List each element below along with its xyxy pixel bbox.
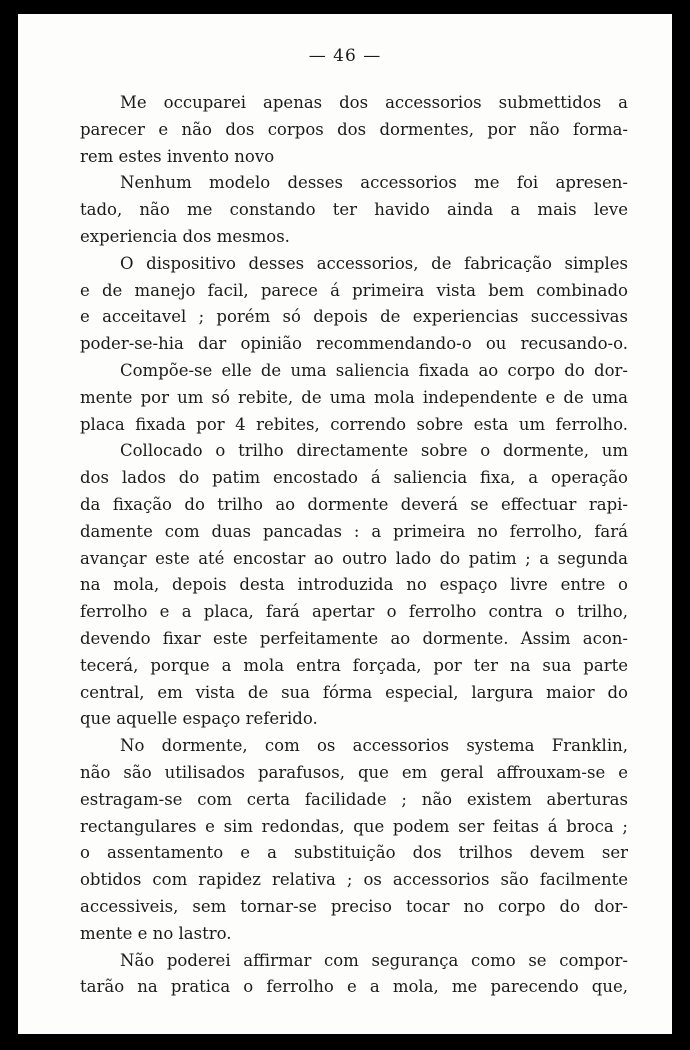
text-line: na mola, depois desta introduzida no espaço livre entre o <box>80 575 628 595</box>
text-line: ferrolho e a placa, fará apertar o ferrolho contra o trilho, <box>80 602 628 622</box>
text-line: damente com duas pancadas : a primeira no ferrolho, fará <box>80 521 628 541</box>
text-line: placa fixada por 4 rebites, correndo sobre esta um ferrolho. <box>80 414 628 434</box>
text-line: tado, não me constando ter havido ainda a mais leve <box>80 200 628 220</box>
page-number: — 46 — <box>308 46 382 66</box>
document-page <box>18 14 672 1034</box>
text-line: devendo fixar este perfeitamente ao dormente. Assim acon- <box>80 628 628 648</box>
text-line: da fixação do trilho ao dormente deverá se effectuar rapi- <box>80 494 628 514</box>
text-line: No dormente, com os accessorios systema Franklin, <box>120 736 628 756</box>
text-line: accessiveis, sem tornar-se preciso tocar no corpo do dor- <box>80 896 628 916</box>
text-line: rem estes invento novo <box>80 146 275 166</box>
text-line: dos lados do patim encostado á saliencia fixa, a operação <box>80 468 628 488</box>
text-line: rectangulares e sim redondas, que podem ser feitas á broca ; <box>80 816 628 836</box>
text-line: o assentamento e a substituição dos trilhos devem ser <box>80 843 628 863</box>
text-line: O dispositivo desses accessorios, de fabricação simples <box>120 253 628 273</box>
text-line: tarão na pratica o ferrolho e a mola, me parecendo que, <box>80 977 628 997</box>
text-line: Nenhum modelo desses accessorios me foi apresen- <box>120 173 628 193</box>
text-line: Me occuparei apenas dos accessorios submettidos a <box>120 93 628 112</box>
text-line: parecer e não dos corpos dos dormentes, por não forma- <box>80 119 628 139</box>
text-line: central, em vista de sua fórma especial, largura maior do <box>80 682 628 702</box>
body-text <box>80 90 628 1001</box>
text-line: Compõe-se elle de uma saliencia fixada ao corpo do dor- <box>120 360 628 380</box>
text-line: que aquelle espaço referido. <box>80 709 318 729</box>
text-line: mente por um só rebite, de uma mola independente e de uma <box>80 387 628 407</box>
text-line: poder-se-hia dar opinião recommendando-o ou recusando-o. <box>80 334 628 354</box>
text-line: obtidos com rapidez relativa ; os accessorios são facilmente <box>80 870 628 890</box>
text-line: avançar este até encostar ao outro lado do patim ; a segunda <box>80 548 628 568</box>
text-line: tecerá, porque a mola entra forçada, por ter na sua parte <box>80 655 628 675</box>
text-line: mente e no lastro. <box>80 923 232 943</box>
text-line: Não poderei affirmar com segurança como se compor- <box>120 950 628 970</box>
text-line: e de manejo facil, parece á primeira vista bem combinado <box>80 280 628 300</box>
text-line: estragam-se com certa facilidade ; não existem aberturas <box>80 789 628 809</box>
text-line: não são utilisados parafusos, que em geral affrouxam-se e <box>80 762 628 782</box>
text-line: e acceitavel ; porém só depois de experiencias successivas <box>80 307 628 327</box>
text-line: Collocado o trilho directamente sobre o dormente, um <box>120 441 628 461</box>
text-line: experiencia dos mesmos. <box>80 226 290 246</box>
